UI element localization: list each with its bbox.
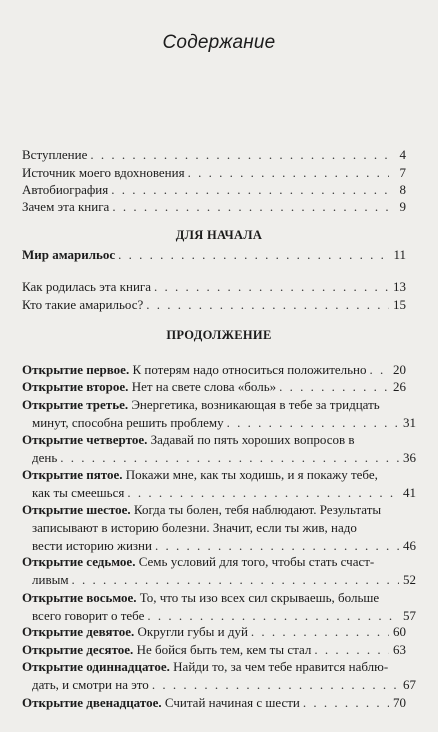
toc-entry [22,396,416,432]
entry-title: Считай начиная с шести [161,695,300,710]
leader-dots [112,198,389,216]
entry-label: Открытие четвертое. [22,432,148,447]
toc-entry [22,623,406,641]
toc-entry [22,694,406,712]
leader-dots [279,378,389,396]
entry-title: Не бойся быть тем, кем ты стал [133,642,312,657]
page-number: 11 [393,247,406,262]
page-number: 8 [399,182,406,197]
toc-entry [22,431,416,467]
leader-dots [146,296,389,314]
entry-label: Открытие шестое. [22,502,131,517]
entry-title: Автобиография [22,182,109,197]
leader-dots [90,146,389,164]
entry-label: Открытие третье. [22,397,129,412]
leader-dots [227,414,399,432]
page-number: 20 [393,362,406,377]
toc-entry [22,378,406,396]
leader-dots [152,676,399,694]
entry-title: Округли губы и дуй [134,624,248,639]
entry-title-cont: минут, способна решить проблему [32,415,224,430]
entry-title: Как родилась эта книга [22,279,152,294]
leader-dots [188,164,389,182]
entry-label: Открытие восьмое. [22,590,137,605]
section-heading: ПРОДОЛЖЕНИЕ [166,328,272,342]
page-number: 26 [393,379,406,394]
entry-label: Открытие девятое. [22,624,135,639]
entry-title: Источник моего вдохновения [22,165,185,180]
leader-dots [154,278,389,296]
toc-entry [22,361,406,379]
page-number: 63 [393,642,406,657]
page-title: Содержание [162,32,276,53]
toc-entry [22,278,406,296]
page-number: 9 [399,199,406,214]
entry-label: Открытие одиннадцатое. [22,659,170,674]
toc-entry [22,466,416,502]
leader-dots [111,181,389,199]
entry-title: Кто такие амарильос? [22,297,144,312]
page-number: 15 [393,297,406,312]
entry-title-cont: день [32,450,58,465]
entry-title: То, что ты изо всех сил скрываешь, больше [136,590,380,605]
toc-entry-main [22,246,406,264]
toc-entry [22,641,406,659]
toc-entry [22,181,406,199]
entry-label: Открытие второе. [22,379,129,394]
leader-dots [251,623,389,641]
entry-title: Вступление [22,147,88,162]
entry-title: Найди то, за чем тебе нравится наблю- [169,659,389,674]
toc-entry [22,553,416,589]
page-number: 13 [393,279,406,294]
page-number: 36 [403,450,416,465]
entry-title: Зачем эта книга [22,199,110,214]
leader-dots [314,641,389,659]
entry-title-cont: ливым [32,572,69,587]
entry-title: Задавай по пять хороших вопросов в [147,432,355,447]
page-number: 46 [403,538,416,553]
toc-entry [22,164,406,182]
toc-entry [22,146,406,164]
entry-title-cont: вести историю жизни [32,538,152,553]
toc-entry [22,589,416,625]
entry-label: Открытие двенадцатое. [22,695,162,710]
toc-entry [22,296,406,314]
entry-label: Открытие первое. [22,362,130,377]
leader-dots [60,449,399,467]
entry-title-cont: дать, и смотри на это [32,677,149,692]
page-number: 52 [403,572,416,587]
page-number: 70 [393,695,406,710]
entry-label: Открытие десятое. [22,642,134,657]
page-number: 57 [403,608,416,623]
leader-dots [303,694,389,712]
leader-dots [118,246,389,264]
section-heading: ДЛЯ НАЧАЛА [175,228,263,242]
leader-dots [127,484,399,502]
page-number: 4 [399,147,406,162]
entry-title: Мир амарильос [22,247,116,262]
entry-title: Покажи мне, как ты ходишь, и я покажу тебе, [122,467,378,482]
entry-title-cont: записывают в историю болезни. Значит, если ты жив, надо [32,520,357,535]
leader-dots [370,361,389,379]
entry-label: Открытие пятое. [22,467,123,482]
entry-title: Нет на свете слова «боль» [128,379,277,394]
entry-title: Семь условий для того, чтобы стать счаст- [135,554,375,569]
page-number: 67 [403,677,416,692]
toc-entry [22,198,406,216]
page-number: 41 [403,485,416,500]
page-number: 31 [403,415,416,430]
entry-title-cont: как ты смеешься [32,485,125,500]
toc-entry [22,658,416,694]
entry-title: Энергетика, возникающая в тебе за тридцать [128,397,380,412]
entry-title-cont: всего говорит о тебе [32,608,145,623]
toc-entry [22,501,416,555]
page-number: 60 [393,624,406,639]
leader-dots [72,571,399,589]
page-number: 7 [399,165,406,180]
entry-label: Открытие седьмое. [22,554,136,569]
entry-title: К потерям надо относиться положительно [129,362,367,377]
entry-title: Когда ты болен, тебя наблюдают. Результаты [130,502,382,517]
